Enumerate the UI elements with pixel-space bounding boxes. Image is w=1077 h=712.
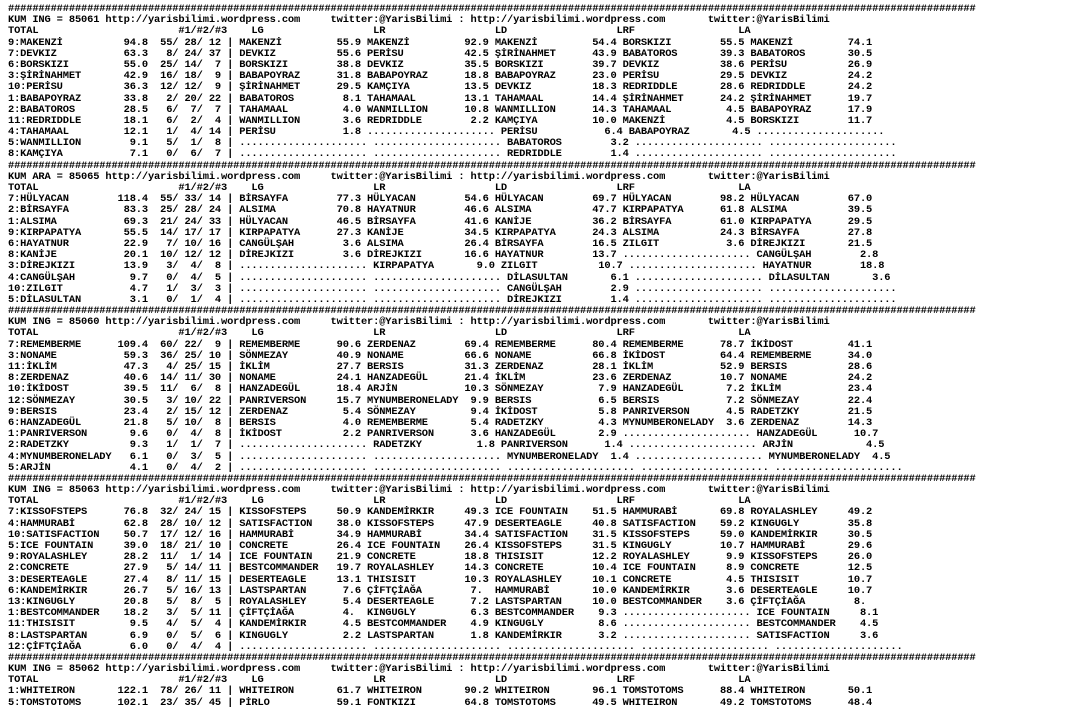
horse-row: 2:BİRSAYFA 83.3 25/ 28/ 24 | ALSIMA 70.8 HAYATNUR 46.6 ALSIMA 47.7 KIRPAPATYA 61.8 ALSIMA 39.5 <box>8 204 873 217</box>
horse-row: 4:HAMMURABİ 62.8 28/ 10/ 12 | SATISFACTION 38.0 KISSOFSTEPS 47.9 DESERTEAGLE 40.8 SATISFACTION 59.2 KINGUGLY 35.8 <box>8 517 873 530</box>
horse-row: 6:KANDEMİRKIR 26.7 5/ 16/ 13 | LASTSPARTAN 7.6 ÇİFTÇİAĞA 7. HAMMURABİ 10.0 KANDEMİRKIR 3.6 DESERTEAGLE 10.7 <box>8 584 873 597</box>
horse-row: 4:MYNUMBERONELADY 6.1 0/ 3/ 5 | ..................... ..................... MYNUMBERONELADY 1.4 ..................... MYNUMBERONELADY 4.5 <box>8 450 891 463</box>
horse-row: 8:KANİJE 20.1 10/ 12/ 12 | DİREJKIZI 3.6 DİREJKIZI 16.6 HAYATNUR 13.7 ..................... CANGÜLŞAH 2.8 <box>8 249 879 262</box>
horse-row: 1:PANRIVERSON 9.6 0/ 4/ 8 | İKİDOST 2.2 PANRIVERSON 3.6 HANZADEGÜL 2.9 ..................... HANZADEGÜL 10.7 <box>8 428 879 441</box>
column-header-line: TOTAL #1/#2/#3 LG LR LD LRF LA <box>8 182 751 194</box>
horse-row: 1:BABAPOYRAZ 33.8 2/ 20/ 22 | BABATOROS 8.1 TAHAMAAL 13.1 TAHAMAAL 14.4 ŞİRİNAHMET 24.2 ŞİRİNAHMET 19.7 <box>8 92 873 105</box>
horse-row: 7:HÜLYACAN 118.4 55/ 33/ 14 | BİRSAYFA 77.3 HÜLYACAN 54.6 HÜLYACAN 69.7 HÜLYACAN 98.2 HÜLYACAN 67.0 <box>8 193 873 206</box>
column-header-line: TOTAL #1/#2/#3 LG LR LD LRF LA <box>8 25 751 38</box>
horse-row: 5:TOMSTOTOMS 102.1 23/ 35/ 45 | PİRLO 59.1 FONTKIZI 64.8 TOMSTOTOMS 49.5 WHITEIRON 49.2 TOMSTOTOMS 48.4 <box>8 696 873 709</box>
horse-row: 3:DESERTEAGLE 27.4 8/ 11/ 15 | DESERTEAGLE 13.1 THISISIT 10.3 ROYALASHLEY 10.1 CONCRETE 4.5 THISISIT 10.7 <box>8 573 873 586</box>
horse-row: 9:MAKENZİ 94.8 55/ 28/ 12 | MAKENZİ 55.9 MAKENZİ 92.9 MAKENZİ 54.4 BORSKIZI 55.5 MAKENZİ 74.1 <box>8 36 873 49</box>
horse-row: 5:ARJİN 4.1 0/ 4/ 2 | ..................... ..................... ..................... ..................... ..................... <box>8 461 903 474</box>
horse-row: 7:REMEMBERME 109.4 60/ 22/ 9 | REMEMBERME 90.6 ZERDENAZ 69.4 REMEMBERME 80.4 REMEMBERME 78.7 İKİDOST 41.1 <box>8 338 873 351</box>
horse-row: 2:RADETZKY 9.3 1/ 1/ 7 | ..................... RADETZKY 1.8 PANRIVERSON 1.4 ..................... ARJİN 4.5 <box>8 439 885 452</box>
horse-row: 6:HAYATNUR 22.9 7/ 10/ 16 | CANGÜLŞAH 3.6 ALSIMA 26.4 BİRSAYFA 16.5 ZILGIT 3.6 DİREJKIZI 21.5 <box>8 237 873 250</box>
horse-row: 7:DEVKIZ 63.3 8/ 24/ 37 | DEVKIZ 55.6 PERİSU 42.5 ŞİRİNAHMET 43.9 BABATOROS 39.3 BABATOROS 30.5 <box>8 47 873 60</box>
horse-row: 1:BESTCOMMANDER 18.2 3/ 5/ 11 | ÇİFTÇİAĞA 4. KINGUGLY 6.3 BESTCOMMANDER 9.3 ..................... ICE FOUNTAIN 8.1 <box>8 607 879 620</box>
horse-row: 3:ŞİRİNAHMET 42.9 16/ 18/ 9 | BABAPOYRAZ 31.8 BABAPOYRAZ 18.8 BABAPOYRAZ 23.0 PERİSU 29.5 DEVKIZ 24.2 <box>8 70 873 83</box>
horse-row: 9:BERSIS 23.4 2/ 15/ 12 | ZERDENAZ 5.4 SÖNMEZAY 9.4 İKİDOST 5.8 PANRIVERSON 4.5 RADETZKY 21.5 <box>8 405 873 418</box>
horse-row: 6:BORSKIZI 55.0 25/ 14/ 7 | BORSKIZI 38.8 DEVKIZ 35.5 BORSKIZI 39.7 DEVKIZ 38.6 PERİSU 26.9 <box>8 58 873 71</box>
horse-row: 13:KINGUGLY 20.8 5/ 8/ 5 | ROYALASHLEY 5.4 DESERTEAGLE 7.2 LASTSPARTAN 10.0 BESTCOMMANDER 3.6 ÇİFTÇİAĞA 8. <box>8 595 867 608</box>
race-header-line: KUM ARA = 85065 http://yarisbilimi.wordpress.com twitter:@YarisBilimi : http://yarisbilimi.wordpress.com twitter:@YarisBilimi <box>8 170 830 183</box>
race-header-line: KUM ING = 85060 http://yarisbilimi.wordpress.com twitter:@YarisBilimi : http://yarisbilimi.wordpress.com twitter:@YarisBilimi <box>8 316 830 329</box>
horse-row: 2:CONCRETE 27.9 5/ 14/ 11 | BESTCOMMANDER 19.7 ROYALASHLEY 14.3 CONCRETE 10.4 ICE FOUNTAIN 8.9 CONCRETE 12.5 <box>8 562 873 575</box>
race-header-line: KUM ING = 85062 http://yarisbilimi.wordpress.com twitter:@YarisBilimi : http://yarisbilimi.wordpress.com twitter:@YarisBilimi <box>8 663 830 676</box>
horse-row: 9:KIRPAPATYA 55.5 14/ 17/ 17 | KIRPAPATYA 27.3 KANİJE 34.5 KIRPAPATYA 24.3 ALSIMA 24.3 BİRSAYFA 27.8 <box>8 226 873 239</box>
separator-line: ############################################################################################################################################################### <box>8 159 976 172</box>
horse-row: 5:ICE FOUNTAIN 39.0 18/ 21/ 10 | CONCRETE 26.4 ICE FOUNTAIN 26.4 KISSOFSTEPS 31.5 KINGUGLY 10.7 HAMMURABİ 29.6 <box>8 540 873 552</box>
horse-row: 8:KAMÇIYA 7.1 0/ 6/ 7 | ..................... ..................... REDRIDDLE 1.4 ..................... ..................... <box>8 148 897 161</box>
horse-row: 9:ROYALASHLEY 28.2 11/ 1/ 14 | ICE FOUNTAIN 21.9 CONCRETE 18.8 THISISIT 12.2 ROYALASHLEY 9.9 KISSOFSTEPS 26.0 <box>8 551 873 564</box>
horse-row: 10:İKİDOST 39.5 11/ 6/ 8 | HANZADEGÜL 18.4 ARJİN 10.3 SÖNMEZAY 7.9 HANZADEGÜL 7.2 İKLİM 23.4 <box>8 383 873 396</box>
horse-row: 11:REDRIDDLE 18.1 6/ 2/ 4 | WANMILLION 3.6 REDRIDDLE 2.2 KAMÇIYA 10.0 MAKENZİ 4.5 BORSKIZI 11.7 <box>8 114 873 127</box>
horse-row: 8:ZERDENAZ 40.6 14/ 11/ 30 | NONAME 24.1 HANZADEGÜL 21.4 İKLİM 23.6 ZERDENAZ 10.7 NONAME 24.2 <box>8 372 873 385</box>
horse-row: 5:WANMILLION 9.1 5/ 1/ 8 | ..................... ..................... BABATOROS 3.2 ..................... ..................... <box>8 137 897 150</box>
horse-row: 5:DİLASULTAN 3.1 0/ 1/ 4 | ..................... ..................... DİREJKIZI 1.4 ..................... ..................... <box>8 293 897 306</box>
horse-row: 6:HANZADEGÜL 21.8 5/ 10/ 8 | BERSIS 4.0 REMEMBERME 5.4 RADETZKY 4.3 MYNUMBERONELADY 3.6 ZERDENAZ 14.3 <box>8 416 873 429</box>
horse-row: 4:TAHAMAAL 12.1 1/ 4/ 14 | PERİSU 1.8 ..................... PERİSU 6.4 BABAPOYRAZ 4.5 ..................... <box>8 126 885 139</box>
separator-line: ############################################################################################################################################################### <box>8 651 976 664</box>
horse-row: 8:LASTSPARTAN 6.9 0/ 5/ 6 | KINGUGLY 2.2 LASTSPARTAN 1.8 KANDEMİRKIR 3.2 ..................... SATISFACTION 3.6 <box>8 629 879 642</box>
horse-row: 12:ÇİFTÇİAĞA 6.0 0/ 4/ 4 | ..................... ..................... ..................... ..................... ..................... <box>8 640 903 653</box>
horse-row: 1:ALSIMA 69.3 21/ 24/ 33 | HÜLYACAN 46.5 BİRSAYFA 41.6 KANİJE 36.2 BİRSAYFA 61.0 KIRPAPATYA 29.5 <box>8 215 873 228</box>
horse-row: 10:SATISFACTION 50.7 17/ 12/ 16 | HAMMURABİ 34.9 HAMMURABİ 34.4 SATISFACTION 31.5 KISSOFSTEPS 59.0 KANDEMİRKIR 30.5 <box>8 528 873 541</box>
horse-row: 2:BABATOROS 28.5 6/ 7/ 7 | TAHAMAAL 4.0 WANMILLION 10.8 WANMILLION 14.3 TAHAMAAL 4.5 BABAPOYRAZ 17.9 <box>8 103 873 116</box>
horse-row: 10:PERİSU 36.3 12/ 12/ 9 | ŞİRİNAHMET 29.5 KAMÇIYA 13.5 DEVKIZ 18.3 REDRIDDLE 28.6 REDRIDDLE 24.2 <box>8 81 873 94</box>
horse-row: 3:DİREJKIZI 13.9 3/ 4/ 8 | ..................... KIRPAPATYA 9.0 ZILGIT 10.7 ..................... HAYATNUR 18.8 <box>8 260 885 273</box>
horse-row: 10:ZILGIT 4.7 1/ 3/ 3 | ..................... ..................... CANGÜLŞAH 2.9 ..................... ..................... <box>8 282 897 295</box>
horse-row: 1:WHITEIRON 122.1 78/ 26/ 11 | WHITEIRON 61.7 WHITEIRON 90.2 WHITEIRON 96.1 TOMSTOTOMS 88.4 WHITEIRON 50.1 <box>8 685 873 698</box>
horse-row: 7:KISSOFSTEPS 76.8 32/ 24/ 15 | KISSOFSTEPS 50.9 KANDEMİRKIR 49.3 ICE FOUNTAIN 51.5 HAMMURABİ 69.8 ROYALASHLEY 49.2 <box>8 506 873 519</box>
horse-row: 11:İKLİM 47.3 4/ 25/ 15 | İKLİM 27.7 BERSIS 31.3 ZERDENAZ 28.1 İKLİM 52.9 BERSIS 28.6 <box>8 361 873 373</box>
race-header-line: KUM ING = 85063 http://yarisbilimi.wordpress.com twitter:@YarisBilimi : http://yarisbilimi.wordpress.com twitter:@YarisBilimi <box>8 484 830 497</box>
horse-row: 11:THISISIT 9.5 4/ 5/ 4 | KANDEMİRKIR 4.5 BESTCOMMANDER 4.9 KINGUGLY 8.6 ..................... BESTCOMMANDER 4.5 <box>8 618 879 631</box>
column-header-line: TOTAL #1/#2/#3 LG LR LD LRF LA <box>8 327 751 340</box>
horse-row: 4:CANGÜLŞAH 9.7 0/ 4/ 5 | ..................... ..................... DİLASULTAN 6.1 ..................... DİLASULTAN 3.6 <box>8 271 891 284</box>
column-header-line: TOTAL #1/#2/#3 LG LR LD LRF LA <box>8 674 751 687</box>
separator-line: ############################################################################################################################################################### <box>8 305 976 318</box>
column-header-line: TOTAL #1/#2/#3 LG LR LD LRF LA <box>8 495 751 508</box>
separator-line: ############################################################################################################################################################### <box>8 3 976 15</box>
separator-line: ############################################################################################################################################################### <box>8 472 976 485</box>
race-header-line: KUM ING = 85061 http://yarisbilimi.wordpress.com twitter:@YarisBilimi : http://yarisbilimi.wordpress.com twitter:@YarisBilimi <box>8 14 830 27</box>
horse-row: 12:SÖNMEZAY 30.5 3/ 10/ 22 | PANRIVERSON 15.7 MYNUMBERONELADY 9.9 BERSIS 6.5 BERSIS 7.2 SÖNMEZAY 22.4 <box>8 394 873 407</box>
horse-row: 3:NONAME 59.3 36/ 25/ 10 | SÖNMEZAY 40.9 NONAME 66.6 NONAME 66.8 İKİDOST 64.4 REMEMBERME 34.0 <box>8 349 873 362</box>
